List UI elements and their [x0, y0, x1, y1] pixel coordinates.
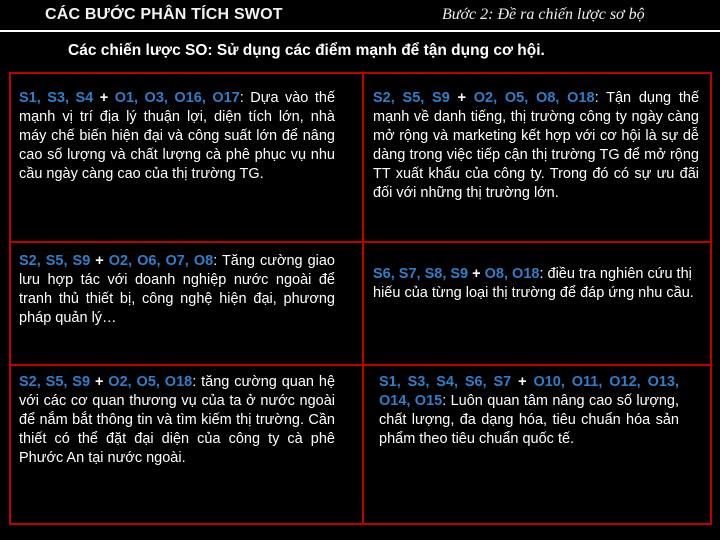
opportunity-codes: O8, O18: [484, 266, 540, 282]
plus-sign: +: [518, 374, 527, 390]
column-divider: [362, 74, 364, 523]
strength-codes: S2, S5, S9: [19, 253, 91, 269]
strategy-heading: Các chiến lược SO: Sử dụng các điểm mạnh để tận dụng cơ hội.: [68, 42, 545, 59]
opportunity-codes: O2, O6, O7, O8: [108, 253, 214, 269]
opportunity-codes: O2, O5, O18: [108, 374, 193, 390]
strategy-cell: [373, 265, 713, 303]
plus-sign: +: [99, 90, 109, 106]
strategy-cell: [373, 89, 699, 203]
strategy-text: : Tăng cường giao lưu hợp tác với doanh nghiệp nước ngoài để tranh thủ thiết bị, công nghệ hiện đại, phương pháp quản lý…: [19, 253, 335, 326]
strength-codes: S1, S3, S4, S6, S7: [379, 374, 512, 390]
plus-sign: +: [94, 374, 104, 390]
plus-sign: +: [457, 90, 467, 106]
page-title: CÁC BƯỚC PHÂN TÍCH SWOT: [45, 6, 283, 23]
strength-codes: S2, S5, S9: [373, 90, 450, 106]
strategy-cell: [19, 373, 335, 468]
plus-sign: +: [472, 266, 481, 282]
strength-codes: S6, S7, S8, S9: [373, 266, 469, 282]
strength-codes: S2, S5, S9: [19, 374, 91, 390]
title-divider: [0, 30, 720, 32]
strategy-text: : Tận dụng thế mạnh về danh tiếng, thị trường công ty ngày càng mở rộng và marketing kết hợp với cơ hội là sự dễ dàng trong việc tiếp cận thị trường TG để mở rộng TT xuất khẩu của công ty. Trong đó có sự ưu đãi đối với những thị trường lớn.: [373, 90, 700, 201]
opportunity-codes: O10, O11, O12, O13, O14, O15: [379, 374, 680, 409]
row-divider: [11, 241, 710, 243]
strength-codes: S1, S3, S4: [19, 90, 94, 106]
strategy-cell: [19, 89, 335, 184]
opportunity-codes: O2, O5, O8, O18: [473, 90, 595, 106]
strategy-text: : tăng cường quan hệ với các cơ quan thương vụ của ta ở nước ngoài để nắm bắt thông tin và tìm kiếm thị trường. Cần thiết có thể đặt đại diện của công ty cà phê Phước An tại nước ngoài.: [19, 374, 336, 466]
strategy-text: : Luôn quan tâm nâng cao số lượng, chất lượng, đa dạng hóa, tiêu chuẩn hóa sản phẩm theo tiêu chuẩn quốc tế.: [379, 393, 679, 447]
step-title: Bước 2: Đề ra chiến lược sơ bộ: [442, 6, 645, 23]
row-divider: [11, 364, 710, 366]
strategy-cell: [19, 252, 335, 328]
strategy-text: : điều tra nghiên cứu thị hiếu của từng loại thị trường để đáp ứng nhu cầu.: [373, 266, 694, 301]
opportunity-codes: O1, O3, O16, O17: [114, 90, 240, 106]
strategy-cell: [379, 373, 679, 449]
strategy-text: : Dựa vào thế mạnh vị trí địa lý thuận lợi, diện tích lớn, nhà máy chế biến hiện đại và công suất lớn để nâng cao số lượng và chất lượng cà phê phục vụ nhu cầu ngày càng cao của thị trường TG.: [19, 90, 336, 182]
plus-sign: +: [95, 253, 104, 269]
title-bar: [0, 0, 720, 34]
